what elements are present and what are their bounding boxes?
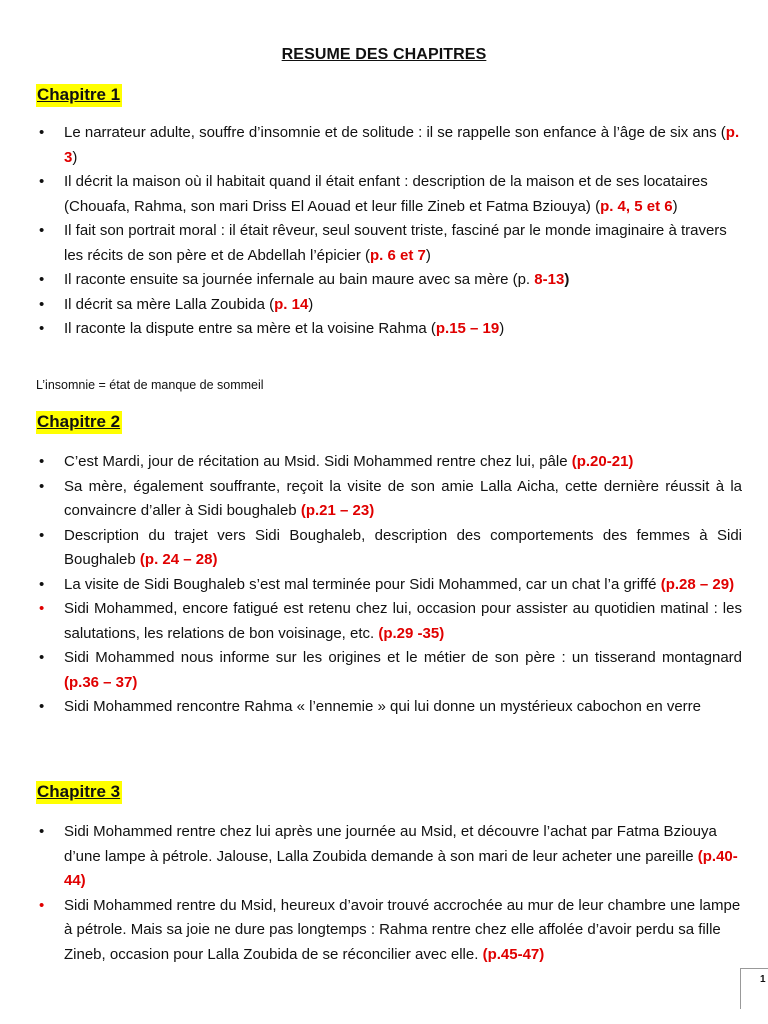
bullet-icon: • [39, 649, 45, 666]
chapter-3-heading: Chapitre 3 [36, 781, 122, 804]
list-item: • Sidi Mohammed rentre du Msid, heureux d’avoir trouvé accrochée au mur de leur chambre une lampe à pétrole. Mais sa joie ne dure pas longtemps : Rahma rentre chez elle affolée d’avoir perdu sa fille Zineb, occasion pour Lalla Zoubida de se réconcilier avec elle. (p.45-47) [0, 894, 768, 968]
page-reference: (p.21 – 23) [300, 502, 375, 519]
list-item: • Sidi Mohammed, encore fatigué est retenu chez lui, occasion pour assister au quotidien matinal : les salutations, les relations de bon voisinage, etc. (p.29 -35) [0, 597, 768, 646]
page-reference: (p.40- 44) [64, 847, 738, 889]
page-reference: (p.45-47) [482, 945, 545, 963]
bullet-icon: • [39, 575, 45, 593]
list-item: • Il raconte la dispute entre sa mère et la voisine Rahma (p.15 – 19) [0, 317, 768, 342]
chapter-1-heading: Chapitre 1 [36, 84, 122, 107]
page-reference: p. 14 [274, 295, 309, 313]
page-reference: p. 6 et 7 [370, 246, 426, 264]
page-reference: p. 3 [64, 124, 740, 166]
page-reference: (p.29 -35) [378, 624, 445, 642]
bullet-icon: • [39, 124, 45, 141]
document-title: RESUME DES CHAPITRES [281, 46, 487, 63]
bullet-icon: • [39, 173, 45, 190]
bullet-icon: • [39, 271, 45, 288]
page-reference: (p. 24 – 28) [139, 551, 218, 568]
bullet-icon: • [39, 896, 45, 914]
list-item: • Sa mère, également souffrante, reçoit la visite de son amie Lalla Aicha, cette dernière réussit à la convaincre d’aller à Sidi boughaleb (p.21 – 23) [0, 475, 768, 524]
bullet-icon: • [39, 823, 45, 840]
bullet-icon: • [39, 453, 45, 470]
list-item: • Sidi Mohammed rencontre Rahma « l’ennemie » qui lui donne un mystérieux cabochon en verre [0, 695, 768, 720]
chapter-2-heading: Chapitre 2 [36, 411, 122, 434]
page-reference: 8-13 [534, 271, 565, 288]
page-reference: p.15 – 19 [435, 320, 500, 337]
list-item: • Description du trajet vers Sidi Boughaleb, description des comportements des femmes à Sidi Boughaleb (p. 24 – 28) [0, 524, 768, 573]
bullet-icon: • [39, 698, 45, 715]
chapter-3-list [0, 820, 768, 967]
bullet-icon: • [39, 320, 45, 337]
bullet-icon: • [39, 477, 45, 495]
definition-note: L’insomnie = état de manque de sommeil [36, 378, 264, 392]
list-item: • Sidi Mohammed nous informe sur les origines et le métier de son père : un tisserand montagnard (p.36 – 37) [0, 646, 768, 695]
list-item: • Il décrit sa mère Lalla Zoubida (p. 14) [0, 293, 768, 318]
list-item: • La visite de Sidi Boughaleb s’est mal terminée pour Sidi Mohammed, car un chat l’a griffé (p.28 – 29) [0, 573, 768, 598]
list-item: • Il décrit la maison où il habitait quand il était enfant : description de la maison et de ses locataires (Chouafa, Rahma, son mari Driss El Aouad et leur fille Zineb et Fatma Bziouya) (p. 4, 5 et 6) [0, 170, 768, 219]
page-reference: (p.36 – 37) [64, 673, 138, 691]
list-item: • C’est Mardi, jour de récitation au Msid. Sidi Mohammed rentre chez lui, pâle (p.20-21) [0, 450, 768, 475]
page-reference: p. 4, 5 et 6 [600, 197, 673, 215]
bullet-icon: • [39, 600, 45, 617]
list-item: • Il raconte ensuite sa journée infernale au bain maure avec sa mère (p. 8-13) [0, 268, 768, 293]
chapter-2-list [0, 450, 768, 720]
chapter-1-list [0, 121, 768, 342]
page-reference: (p.20-21) [571, 453, 634, 470]
page-reference: (p.28 – 29) [660, 575, 735, 593]
list-item: • Il fait son portrait moral : il était rêveur, seul souvent triste, fasciné par le monde imaginaire à travers les récits de son père et de Abdellah l’épicier (p. 6 et 7) [0, 219, 768, 268]
bullet-icon: • [39, 222, 45, 239]
bullet-icon: • [39, 295, 45, 313]
list-item: • Sidi Mohammed rentre chez lui après une journée au Msid, et découvre l’achat par Fatma Bziouya d’une lampe à pétrole. Jalouse, Lalla Zoubida demande à son mari de leur acheter une pareille (p.40- 44) [0, 820, 768, 894]
list-item: • Le narrateur adulte, souffre d’insomnie et de solitude : il se rappelle son enfance à l’âge de six ans (p. 3) [0, 121, 768, 170]
bullet-icon: • [39, 526, 45, 544]
page-number: 1 [760, 974, 766, 985]
